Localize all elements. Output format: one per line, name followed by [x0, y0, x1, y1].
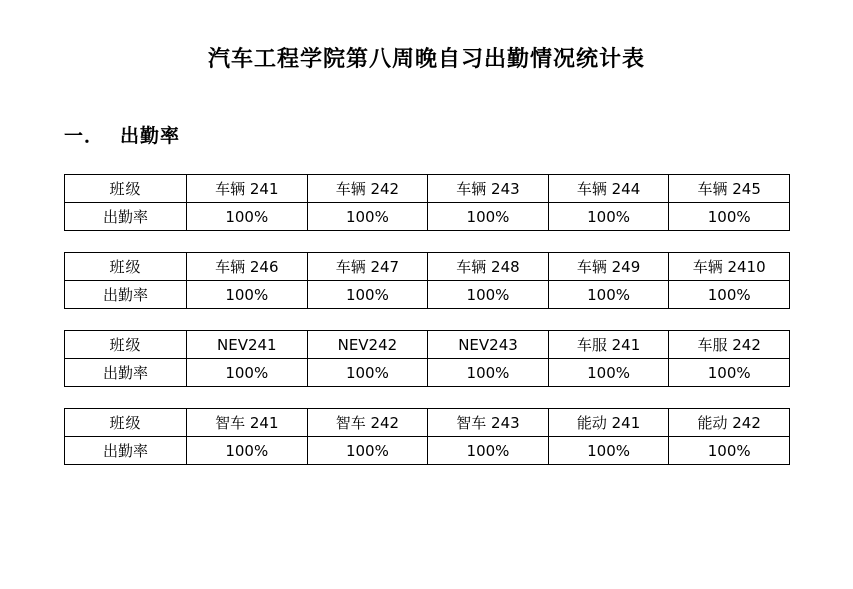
rate-cell: 100% [548, 281, 669, 309]
row-label-class: 班级 [65, 331, 187, 359]
rate-cell: 100% [307, 437, 428, 465]
rate-cell: 100% [428, 359, 549, 387]
class-cell: NEV242 [307, 331, 428, 359]
rate-cell: 100% [548, 437, 669, 465]
class-cell: 车辆 245 [669, 175, 790, 203]
page-title: 汽车工程学院第八周晚自习出勤情况统计表 [207, 47, 645, 72]
rate-cell: 100% [307, 359, 428, 387]
table-row [65, 253, 790, 281]
table-row [65, 437, 790, 465]
row-label-rate: 出勤率 [65, 437, 187, 465]
row-label-rate: 出勤率 [65, 203, 187, 231]
class-cell: 车辆 248 [428, 253, 549, 281]
attendance-table-4 [64, 408, 790, 465]
attendance-table-1 [64, 174, 790, 231]
row-label-class: 班级 [65, 409, 187, 437]
attendance-tables [64, 174, 853, 465]
class-cell: 能动 242 [669, 409, 790, 437]
row-label-rate: 出勤率 [65, 281, 187, 309]
class-cell: 车辆 243 [428, 175, 549, 203]
class-cell: 车辆 244 [548, 175, 669, 203]
class-cell: 能动 241 [548, 409, 669, 437]
rate-cell: 100% [428, 281, 549, 309]
rate-cell: 100% [187, 437, 308, 465]
table-row [65, 175, 790, 203]
rate-cell: 100% [669, 281, 790, 309]
class-cell: 车辆 246 [187, 253, 308, 281]
class-cell: 车辆 247 [307, 253, 428, 281]
rate-cell: 100% [548, 203, 669, 231]
class-cell: 车服 242 [669, 331, 790, 359]
class-cell: NEV243 [428, 331, 549, 359]
class-cell: 车辆 2410 [669, 253, 790, 281]
section-heading [64, 121, 853, 148]
table-row [65, 359, 790, 387]
rate-cell: 100% [307, 203, 428, 231]
table-row [65, 409, 790, 437]
row-label-class: 班级 [65, 253, 187, 281]
rate-cell: 100% [187, 281, 308, 309]
rate-cell: 100% [187, 203, 308, 231]
rate-cell: 100% [187, 359, 308, 387]
class-cell: 智车 241 [187, 409, 308, 437]
table-row [65, 281, 790, 309]
rate-cell: 100% [669, 359, 790, 387]
row-label-class: 班级 [65, 175, 187, 203]
class-cell: 车辆 242 [307, 175, 428, 203]
rate-cell: 100% [548, 359, 669, 387]
row-label-rate: 出勤率 [65, 359, 187, 387]
table-row [65, 203, 790, 231]
rate-cell: 100% [428, 437, 549, 465]
attendance-table-3 [64, 330, 790, 387]
class-cell: NEV241 [187, 331, 308, 359]
class-cell: 智车 242 [307, 409, 428, 437]
section-number: 一． [64, 125, 105, 147]
class-cell: 车辆 241 [187, 175, 308, 203]
rate-cell: 100% [669, 437, 790, 465]
class-cell: 车辆 249 [548, 253, 669, 281]
rate-cell: 100% [669, 203, 790, 231]
attendance-table-2 [64, 252, 790, 309]
class-cell: 智车 243 [428, 409, 549, 437]
rate-cell: 100% [428, 203, 549, 231]
table-row [65, 331, 790, 359]
document-page [0, 42, 853, 589]
section-name: 出勤率 [120, 125, 181, 147]
class-cell: 车服 241 [548, 331, 669, 359]
rate-cell: 100% [307, 281, 428, 309]
